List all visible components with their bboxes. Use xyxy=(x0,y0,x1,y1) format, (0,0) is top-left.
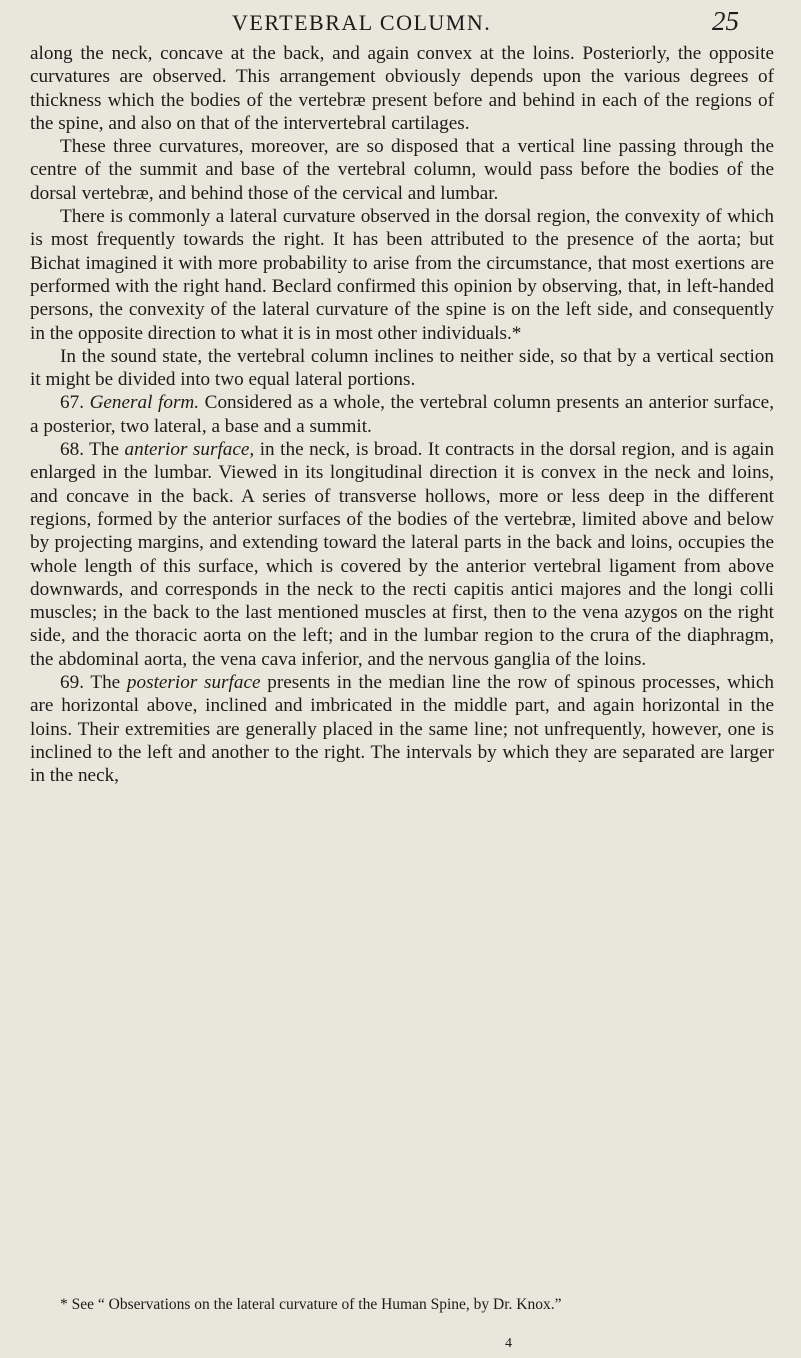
section-heading: anterior surface, xyxy=(124,439,255,461)
section-67 xyxy=(30,391,774,438)
signature-mark: 4 xyxy=(505,1336,512,1351)
section-heading: posterior surface xyxy=(126,672,261,694)
paragraph-continued: along the neck, concave at the back, and again convex at the loins. Posteriorly, the opposite curvatures are observed. This arrangement obviously depends upon the various degrees of thickness which the bodies of the vertebræ present before and behind in each of the regions of the spine, and also on that of the intervertebral cartilages. xyxy=(30,43,774,134)
paragraph: There is commonly a lateral curvature observed in the dorsal region, the convexity of which is most frequently towards the right. It has been attributed to the presence of the aorta; but Bichat imagined it with more probability to arise from the circumstance, that most exertions are performed with the right hand. Beclard confirmed this opinion by observing, that, in left-handed persons, the convexity of the lateral curvature of the spine is on the left side, and consequently in the opposite direction to what it is in most other individuals.* xyxy=(30,206,774,344)
section-lead: The xyxy=(89,439,119,461)
section-heading: General form. xyxy=(89,392,200,414)
section-69 xyxy=(30,671,774,787)
page-number: 25 xyxy=(712,6,739,36)
section-number: 68. xyxy=(60,439,84,461)
running-title: VERTEBRAL COLUMN. xyxy=(232,10,492,35)
section-lead: The xyxy=(90,672,121,694)
section-number: 67. xyxy=(60,392,84,414)
paragraph: These three curvatures, moreover, are so disposed that a vertical line passing through the centre of the summit and base of the vertebral column, would pass before the bodies of the dorsal vertebræ, and behind those of the cervical and lumbar. xyxy=(30,136,774,204)
body-text xyxy=(30,42,774,788)
section-68 xyxy=(30,438,774,671)
running-head xyxy=(0,6,801,46)
paragraph: In the sound state, the vertebral column inclines to neither side, so that by a vertical section it might be divided into two equal lateral portions. xyxy=(30,345,774,391)
section-number: 69. xyxy=(60,672,84,694)
footnote xyxy=(30,1296,774,1314)
section-text: Considered as a whole, the vertebral column presents an anterior surface, a posterior, two lateral, a base and a summit. xyxy=(30,392,774,437)
section-text: in the neck, is broad. It contracts in the dorsal region, and is again enlarged in the lumbar. Viewed in its longitudinal direction it is convex in the neck and loins, and concave in the back. A series of transverse hollows, more or less deep in the different regions, formed by the anterior surfaces of the bodies of the vertebræ, limited above and below by projecting margins, and extending toward the lateral parts in the back and loins, occupies the whole length of this surface, which is covered by the anterior vertebral ligament from above downwards, and corresponds in the neck to the recti capitis antici majores and the longi colli muscles; in the back to the last mentioned muscles at first, then to the vena azygos on the right side, and the thoracic aorta on the left; and in the lumbar region to the crura of the diaphragm, the abdominal aorta, the vena cava inferior, and the nervous ganglia of the loins. xyxy=(30,439,775,670)
footnote-text: * See “ Observations on the lateral curvature of the Human Spine, by Dr. Knox.” xyxy=(60,1296,562,1313)
section-text: presents in the median line the row of spinous processes, which are horizontal above, inclined and imbricated in the middle part, and again horizontal in the loins. Their extremities are generally placed in the same line; not unfrequently, however, one is inclined to the left and another to the right. The intervals by which they are separated are larger in the neck, xyxy=(30,672,775,787)
